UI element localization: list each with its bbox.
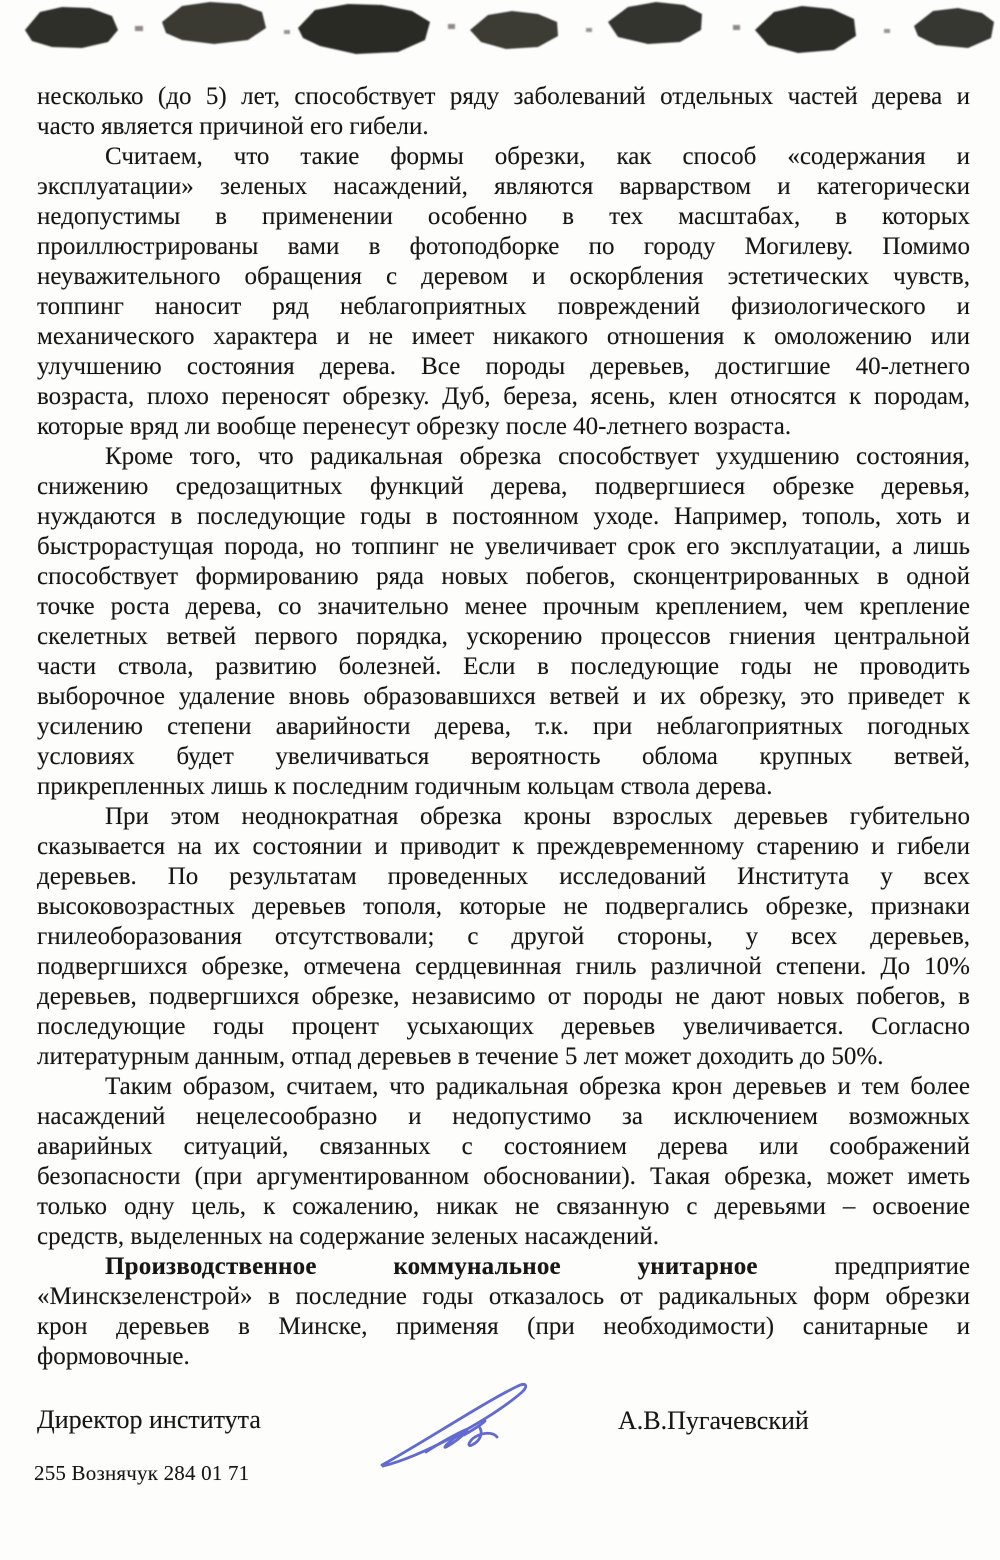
text-line: последующие годы процент усыхающих деревьев увеличивается. Согласно [37, 1013, 970, 1040]
text-line: только одну цель, к сожалению, никак не связанную с деревьями – освоение [37, 1193, 970, 1220]
text-line: скелетных ветвей первого порядка, ускорению процессов гниения центральной [37, 623, 970, 650]
paragraph [37, 1072, 970, 1252]
text-line: аварийных ситуаций, связанных с состоянием дерева или соображений [37, 1133, 970, 1160]
text-line: часто является причиной его гибели. [37, 113, 429, 140]
scan-artifact-smudges [0, 0, 1000, 70]
text-line: насаждений нецелесообразно и недопустимо за исключением возможных [37, 1103, 970, 1130]
text-line: снижению средозащитных функций дерева, подвергшиеся обрезке деревья, [37, 473, 970, 500]
text-line: средств, выделенных на содержание зеленых насаждений. [37, 1223, 660, 1250]
text-line: деревьев. По результатам проведенных исследований Института у всех [37, 863, 970, 890]
director-title: Директор института [37, 1405, 261, 1434]
text-line: эксплуатации» зеленых насаждений, являются варварством и категорически [37, 173, 970, 200]
text-line: крон деревьев в Минске, применяя (при необходимости) санитарные и [37, 1313, 970, 1340]
text-line: Считаем, что такие формы обрезки, как способ «содержания и [105, 143, 970, 170]
text-line: нуждаются в последующие годы в постоянном уходе. Например, тополь, хоть и [37, 503, 970, 530]
text-line: высоковозрастных деревьев тополя, которые не подвергались обрезке, признаки [37, 893, 970, 920]
text-line: безопасности (при аргументированном обосновании). Такая обрезка, может иметь [37, 1163, 970, 1190]
signatory-name: А.В.Пугачевский [618, 1406, 809, 1435]
text-line: формовочные. [37, 1343, 190, 1370]
text-line: выборочное удаление вновь образовавшихся ветвей и их обрезку, это приведет к [37, 683, 970, 710]
word: предприятие [834, 1253, 971, 1280]
text-line: неуважительного обращения с деревом и оскорбления эстетических чувств, [37, 263, 970, 290]
reference-note: 255 Вознячук 284 01 71 [34, 1461, 250, 1485]
text-line: усилению степени аварийности дерева, т.к. при неблагоприятных погодных [37, 713, 970, 740]
text-line: подвергшихся обрезке, отмечена сердцевинная гниль различной степени. До 10% [37, 953, 970, 980]
text-line: топпинг наносит ряд неблагоприятных повреждений физиологического и [37, 293, 970, 320]
text-line: Таким образом, считаем, что радикальная обрезка крон деревьев и тем более [105, 1073, 970, 1100]
text-line: которые вряд ли вообще перенесут обрезку после 40-летнего возраста. [37, 413, 792, 440]
signature-scribble [368, 1371, 538, 1471]
paragraph [37, 142, 970, 442]
paragraph [37, 802, 970, 1072]
text-line [37, 1252, 970, 1282]
text-line: части ствола, развитию болезней. Если в последующие годы не проводить [37, 653, 970, 680]
text-line: быстрорастущая порода, но топпинг не увеличивает срок его эксплуатации, а лишь [37, 533, 970, 560]
emphasized-word: Производственное [105, 1253, 317, 1280]
text-line: литературным данным, отпад деревьев в течение 5 лет может доходить до 50%. [37, 1043, 884, 1070]
text-line: условиях будет увеличиваться вероятность облома крупных ветвей, [37, 743, 970, 770]
text-line: При этом неоднократная обрезка кроны взрослых деревьев губительно [105, 803, 970, 830]
text-line: гнилеоборазования отсутствовали; с другой стороны, у всех деревьев, [37, 923, 970, 950]
emphasized-word: унитарное [637, 1253, 758, 1280]
text-line: Кроме того, что радикальная обрезка способствует ухудшению состояния, [105, 443, 970, 470]
text-line: возраста, плохо переносят обрезку. Дуб, береза, ясень, клен относятся к породам, [37, 383, 970, 410]
text-line: прикрепленных лишь к последним годичным кольцам ствола дерева. [37, 773, 773, 800]
text-line: механического характера и не имеет никакого отношения к омоложению или [37, 323, 970, 350]
text-line: деревьев, подвергшихся обрезке, независимо от породы не дают новых побегов, в [37, 983, 970, 1010]
text-line: улучшению состояния дерева. Все породы деревьев, достигшие 40-летнего [37, 353, 970, 380]
document-body [37, 82, 970, 1372]
paragraph [37, 442, 970, 802]
text-line: способствует формированию ряда новых побегов, сконцентрированных в одной [37, 563, 970, 590]
paragraph [37, 1252, 970, 1372]
text-line: сказывается на их состоянии и приводит к преждевременному старению и гибели [37, 833, 970, 860]
text-line: проиллюстрированы вами в фотоподборке по городу Могилеву. Помимо [37, 233, 970, 260]
text-line: точке роста дерева, со значительно менее прочным креплением, чем крепление [37, 593, 970, 620]
paragraph [37, 82, 970, 142]
text-line: недопустимы в применении особенно в тех масштабах, в которых [37, 203, 970, 230]
emphasized-word: коммунальное [393, 1253, 561, 1280]
text-line: несколько (до 5) лет, способствует ряду заболеваний отдельных частей дерева и [37, 83, 970, 110]
text-line: «Минскзеленстрой» в последние годы отказалось от радикальных форм обрезки [37, 1283, 970, 1310]
